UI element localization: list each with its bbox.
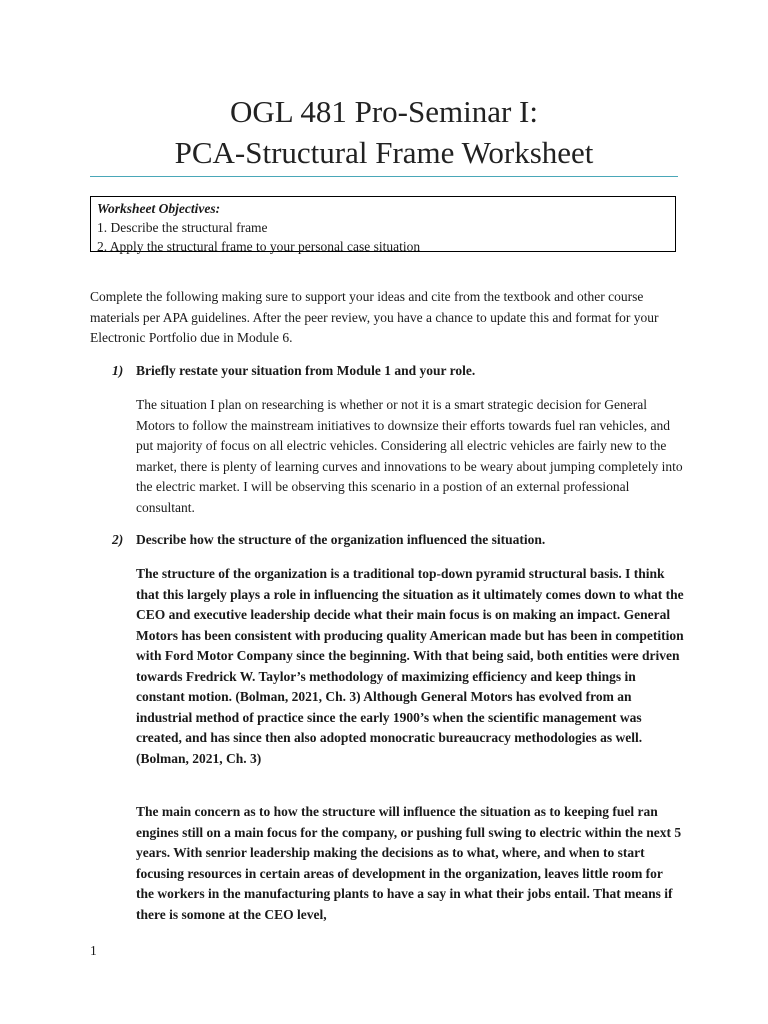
answer-2-continued: The main concern as to how the structure will influence the situation as to keeping fuel ran engines still on a main focus for the company, or pushing full swing to electric within the next 5 years. With senrior leadership making the decisions as to what, where, and when to start focusing resources in certain areas of development in the organization, leaves little room for the workers in the manufacturing plants to have a say in what their jobs entail. That means if there is somone at the CEO level,: [136, 804, 682, 922]
answer-2: The structure of the organization is a traditional top-down pyramid structural basis. I think that this largely plays a role in influencing the situation as it ultimately comes down to what the CEO and executive leadership decide what their main focus is on making an impact. General Motors has been consistent with producing quality American made but has been in competition with Ford Motor Company since the beginning. With that being said, both entities were driven towards Fredrick W. Taylor’s methodology of maximizing efficiency and keep things in constant motion. (Bolman, 2021, Ch. 3) Although General Motors has evolved from an industrial method of practice since the early 1900’s when the scientific management was created, and has since then also adopted monocratic bureaucracy methodologies as well. (Bolman, 2021, Ch. 3): [136, 566, 684, 766]
document-title-line-2: PCA-Structural Frame Worksheet: [174, 135, 594, 170]
question-2: [112, 530, 545, 550]
objective-item: 2. Apply the structural frame to your personal case situation: [97, 239, 421, 254]
question-1: [112, 361, 475, 381]
page-number: 1: [90, 943, 97, 958]
objectives-box: [90, 196, 676, 252]
question-number: 1): [112, 363, 124, 378]
title-divider: [90, 176, 678, 177]
question-text: Describe how the structure of the organization influenced the situation.: [136, 532, 546, 547]
document-title-line-1: OGL 481 Pro-Seminar I:: [230, 94, 538, 129]
instructions-paragraph: Complete the following making sure to support your ideas and cite from the textbook and other course materials per APA guidelines. After the peer review, you have a chance to update this and format for your Electronic Portfolio due in Module 6.: [90, 289, 659, 345]
objectives-heading: Worksheet Objectives:: [97, 201, 221, 216]
question-text: Briefly restate your situation from Module 1 and your role.: [136, 363, 476, 378]
question-number: 2): [112, 532, 124, 547]
answer-1: The situation I plan on researching is whether or not it is a smart strategic decision for General Motors to follow the mainstream initiatives to downsize their efforts towards fuel ran vehicles, and put majority of focus on all electric vehicles. Considering all electric vehicles are fairly new to the market, there is plenty of learning curves and innovations to be weary about jumping completely into the electric market. I will be observing this scenario in a postion of an external professional consultant.: [136, 397, 683, 515]
objective-item: 1. Describe the structural frame: [97, 220, 268, 235]
